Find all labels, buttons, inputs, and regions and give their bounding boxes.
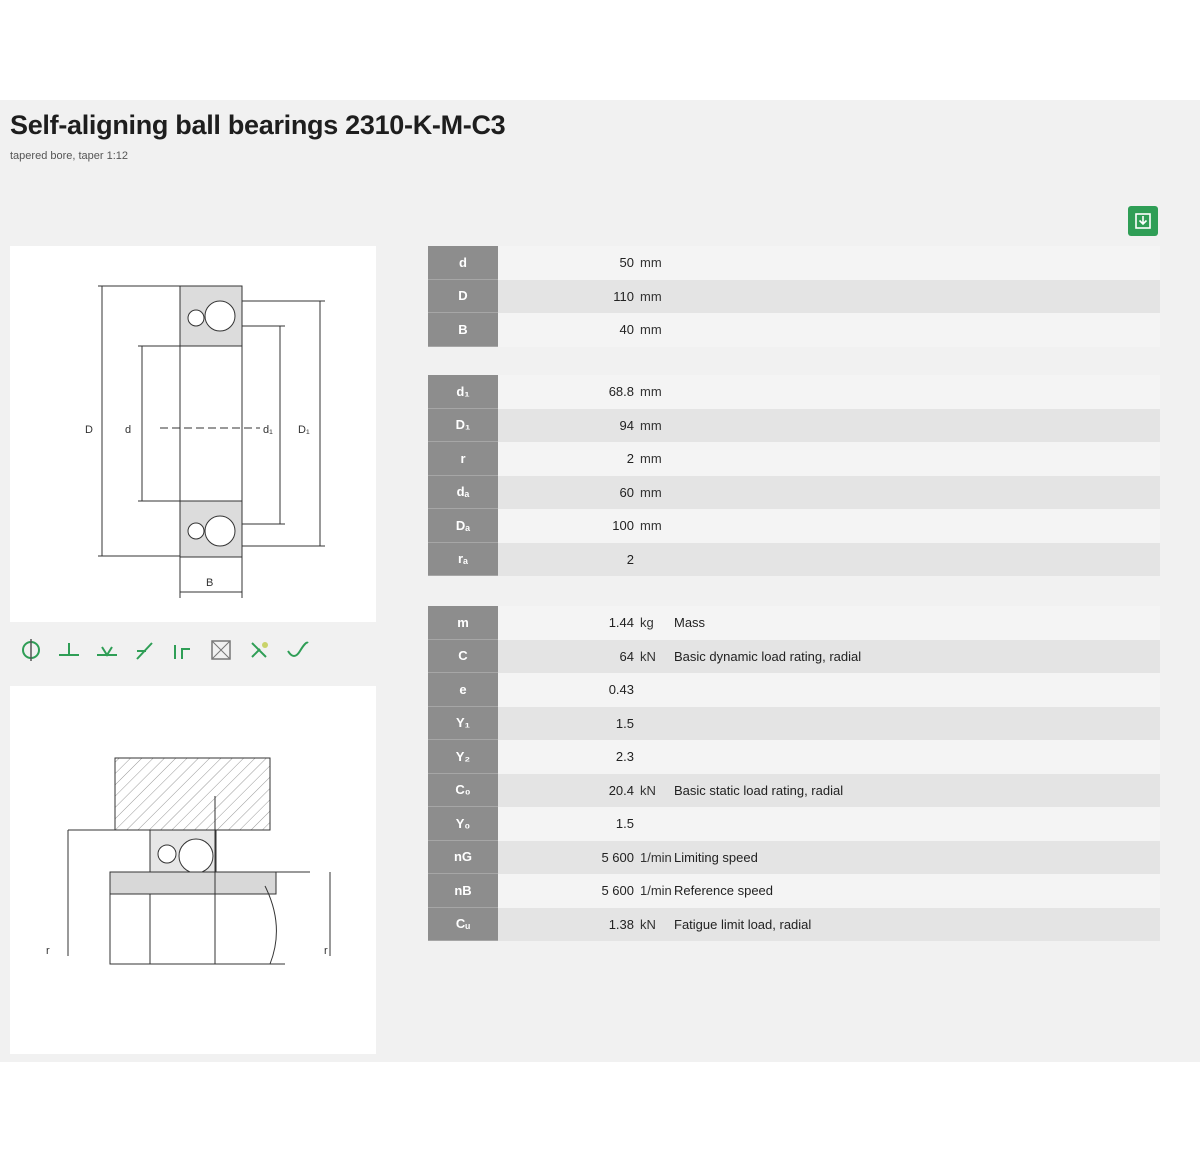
row-value: 100 (612, 518, 634, 534)
row-unit: mm (640, 518, 662, 534)
row-symbol: Y₀ (428, 807, 498, 841)
dim-label-D1: D₁ (298, 424, 310, 436)
row-value: 2 (626, 551, 634, 567)
table-row (428, 640, 1160, 674)
row-symbol: B (428, 313, 498, 347)
table-row (428, 740, 1160, 774)
row-symbol: Y₁ (428, 707, 498, 741)
row-value: 94 (619, 417, 634, 433)
row-unit: mm (640, 288, 662, 304)
dim-label-B: B (206, 577, 214, 589)
download-button[interactable] (1128, 206, 1158, 236)
row-value: 40 (619, 322, 634, 338)
row-unit: mm (640, 417, 662, 433)
table-row (428, 246, 1160, 280)
dimensions-table (428, 246, 1160, 347)
page-subtitle: tapered bore, taper 1:12 (10, 150, 129, 162)
table-row (428, 807, 1160, 841)
row-unit: kN (640, 782, 656, 798)
table-row (428, 908, 1160, 942)
row-symbol: m (428, 606, 498, 640)
row-symbol: Y₂ (428, 740, 498, 774)
row-value: 1.38 (608, 916, 634, 932)
row-value: 1.44 (608, 615, 634, 631)
row-unit: mm (640, 451, 662, 467)
row-description: Basic static load rating, radial (674, 782, 844, 798)
row-symbol: r (428, 442, 498, 476)
table-row (428, 841, 1160, 875)
row-value: 60 (619, 484, 634, 500)
table-row (428, 509, 1160, 543)
dim-label-D: D (85, 424, 93, 436)
row-value: 2 (626, 451, 634, 467)
row-value: 5 600 (601, 883, 634, 899)
speed-icon (166, 633, 200, 667)
row-symbol: C₀ (428, 774, 498, 808)
temperature-icon (242, 633, 276, 667)
mounting-drawing (10, 686, 376, 1054)
table-row (428, 543, 1160, 577)
misalignment-icon (128, 633, 162, 667)
row-symbol: nG (428, 841, 498, 875)
mounting-svg (10, 686, 376, 1054)
row-value: 5 600 (601, 849, 634, 865)
table-row (428, 774, 1160, 808)
row-value: 68.8 (608, 384, 634, 400)
feature-symbols (10, 628, 376, 672)
row-unit: mm (640, 322, 662, 338)
row-unit: kN (640, 916, 656, 932)
row-symbol: Cᵤ (428, 908, 498, 942)
bearing-section-svg (10, 246, 376, 622)
row-symbol: D₁ (428, 409, 498, 443)
geometry-table (428, 375, 1160, 576)
row-value: 2.3 (615, 749, 634, 765)
row-symbol: nB (428, 874, 498, 908)
row-symbol: Dₐ (428, 509, 498, 543)
row-description: Basic dynamic load rating, radial (674, 648, 862, 664)
dim-label-d: d (125, 424, 132, 436)
row-unit: 1/min (640, 849, 672, 865)
seal-icon (280, 633, 314, 667)
ball-icon (14, 633, 48, 667)
label-r-right: r (324, 945, 328, 957)
axial-load-icon (52, 633, 86, 667)
table-row (428, 673, 1160, 707)
dim-label-d1: d₁ (263, 424, 273, 436)
table-row (428, 409, 1160, 443)
row-unit: mm (640, 255, 662, 271)
row-description: Reference speed (674, 883, 774, 899)
row-value: 20.4 (608, 782, 634, 798)
row-symbol: d (428, 246, 498, 280)
row-value: 0.43 (608, 682, 634, 698)
row-symbol: d₁ (428, 375, 498, 409)
row-symbol: dₐ (428, 476, 498, 510)
radial-load-icon (90, 633, 124, 667)
table-row (428, 375, 1160, 409)
row-unit: mm (640, 384, 662, 400)
row-unit: mm (640, 484, 662, 500)
performance-table (428, 606, 1160, 941)
row-unit: 1/min (640, 883, 672, 899)
row-unit: kN (640, 648, 656, 664)
page-title: Self-aligning ball bearings 2310-K-M-C3 (10, 110, 506, 140)
row-symbol: rₐ (428, 543, 498, 577)
row-symbol: e (428, 673, 498, 707)
row-value: 50 (619, 255, 634, 271)
table-row (428, 280, 1160, 314)
lubrication-icon (204, 633, 238, 667)
row-description: Mass (674, 615, 706, 631)
row-unit: kg (640, 615, 654, 631)
table-row (428, 606, 1160, 640)
label-r-left: r (46, 945, 50, 957)
row-value: 1.5 (615, 715, 634, 731)
bearing-section-drawing (10, 246, 376, 622)
table-row (428, 442, 1160, 476)
row-value: 110 (613, 288, 634, 304)
table-row (428, 874, 1160, 908)
row-value: 64 (619, 648, 634, 664)
row-symbol: C (428, 640, 498, 674)
row-description: Limiting speed (674, 849, 758, 865)
table-row (428, 313, 1160, 347)
download-icon (1134, 212, 1152, 230)
table-row (428, 707, 1160, 741)
table-row (428, 476, 1160, 510)
row-value: 1.5 (615, 816, 634, 832)
row-description: Fatigue limit load, radial (674, 916, 812, 932)
row-symbol: D (428, 280, 498, 314)
